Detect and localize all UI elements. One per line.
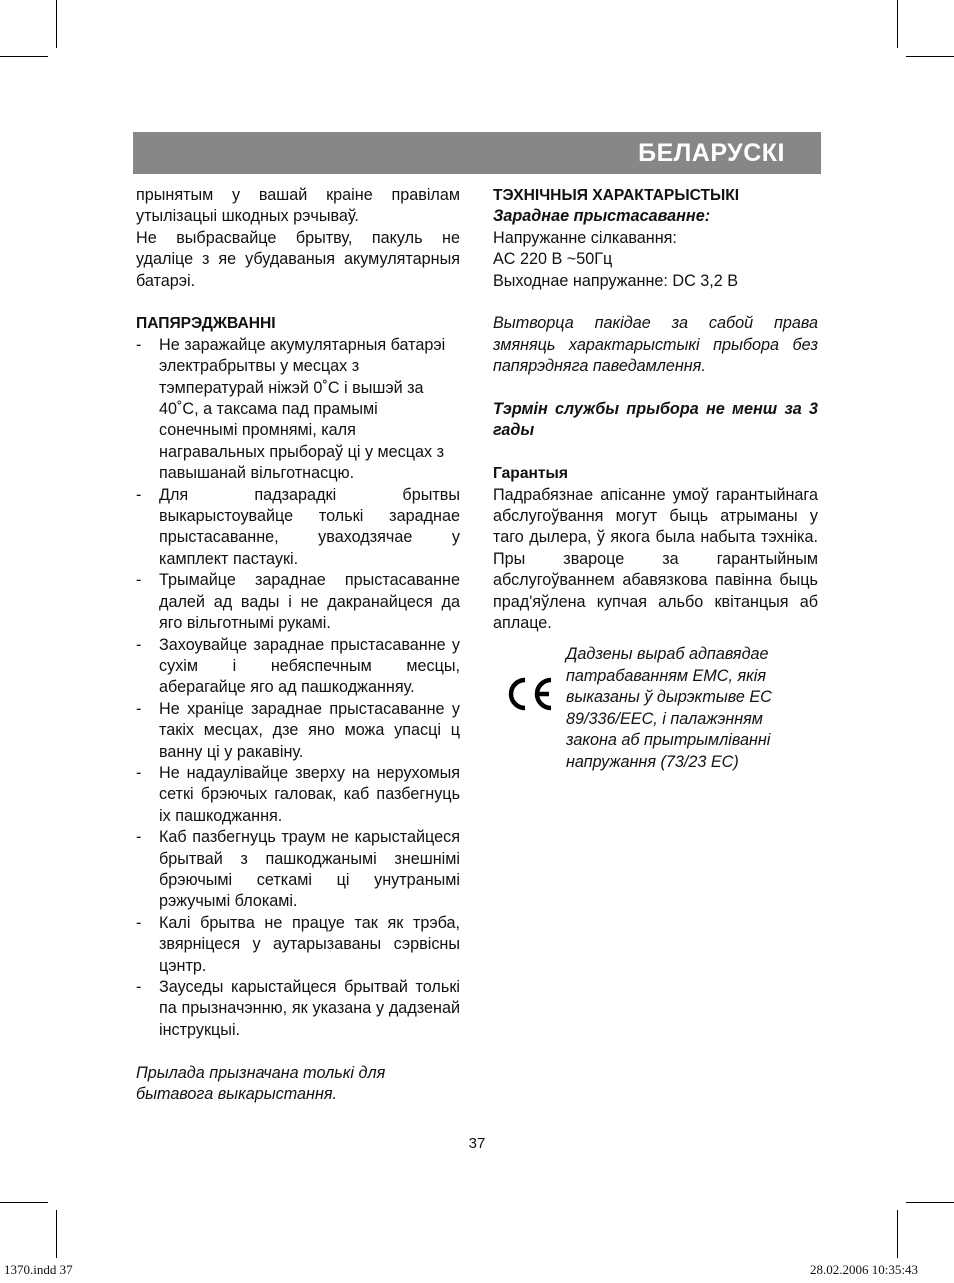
crop-mark	[56, 0, 57, 48]
charger-label: Зараднае прыстасаванне:	[493, 207, 711, 226]
ce-compliance-text: Дадзены выраб адпавядае патрабаванням ЕМС, якія выказаны ў дырэктыве ЕС 89/336/ЕЕС, і палажэнням закона аб прытрымліванні напружання (73/23 ЕС)	[566, 645, 772, 771]
warning-item: - Трымайце зараднае прыстасаванне далей ад вады і не дакранайцеся да яго вільготнымі рукамі.	[136, 570, 460, 634]
right-column	[493, 185, 818, 774]
language-title: БЕЛАРУСКІ	[638, 139, 785, 167]
warning-item: - Захоувайце зараднае прыстасаванне у сухім і небяспечным месцы, аберагайце яго ад пашкоджанняу.	[136, 635, 460, 699]
warnings-list	[136, 335, 460, 1041]
warning-item: - Зауседы карыстайцеся брытвай толькі па прызначэнню, як указана у дадзенай інструкцыі.	[136, 977, 460, 1041]
manufacturer-note: Вытворца пакідае за сабой права змяняць характарыстыкі прыбора без папярэдняга паведамлення.	[493, 314, 818, 376]
ce-mark-icon	[503, 674, 557, 714]
slug-file: 1370.indd 37	[4, 1262, 73, 1277]
supply-voltage-value: AC 220 В ~50Гц	[493, 250, 613, 269]
intro-paragraph: Не выбрасвайце брытву, пакуль не удаліце з яе убудаваныя акумулятарныя батарэі.	[136, 228, 460, 290]
language-header-bar	[133, 132, 821, 174]
crop-mark	[56, 1210, 57, 1258]
warnings-heading: ПАПЯРЭДЖВАННІ	[136, 315, 276, 333]
slug-date: 28.02.2006 10:35:43	[810, 1262, 918, 1277]
crop-mark	[0, 56, 48, 57]
supply-voltage-label: Напружанне сілкавання:	[493, 228, 677, 247]
crop-mark	[906, 56, 954, 57]
household-use-note: Прылада прызначана толькі для бытавога выкарыстання.	[136, 1063, 386, 1104]
output-voltage: Выходнае напружанне: DC 3,2 В	[493, 271, 739, 290]
crop-mark	[0, 1202, 48, 1203]
left-column	[136, 185, 460, 1105]
warning-item: - Для падзарадкі брытвы выкарыстоувайце толькі зараднае прыстасаванне, уваходзячае у камплект пастаукі.	[136, 485, 460, 571]
warning-item: - Каб пазбегнуць траум не карыстайцеся брытвай з пашкоджанымі знешнімі брэючымі сеткамі ці унутранымі рэжучымі блокамі.	[136, 827, 460, 913]
warranty-text: Падрабязнае апісанне умоў гарантыйнага абслугоўвання могут быць атрыманы у таго дылера, ў якога была набыта тэхніка. Пры звароце за гарантыйным абслугоўваннем абавязкова павінна быць прад'яўлена купчая альбо квітанцыя аб аплаце.	[493, 485, 818, 633]
intro-paragraph: прынятым у вашай краіне правілам утылізацыі шкодных рэчываў.	[136, 186, 460, 226]
crop-mark	[897, 1210, 898, 1258]
warranty-heading: Гарантыя	[493, 465, 568, 483]
warning-item: - Не заражайце акумулятарныя батарэі электрабрытвы у месцах з тэмпературай ніжэй 0˚С і вышэй за 40˚С, а таксама пад прамымі сонечнымі промнямі, каля награвальных прыбораў ці у месцах з павышанай вільготнасцю.	[136, 335, 460, 485]
crop-mark	[897, 0, 898, 48]
page-number: 37	[468, 1135, 486, 1152]
service-life: Тэрмін службы прыбора не менш за 3 гады	[493, 400, 818, 440]
warning-item: - Не храніце зараднае прыстасаванне у такіх месцах, дзе яно можа упасці ц ванну ці у ракавіну.	[136, 699, 460, 763]
warning-item: - Калі брытва не працуе так як трэба, звярніцеся у аутарызаваны сэрвісны цэнтр.	[136, 913, 460, 977]
specs-heading: ТЭХНІЧНЫЯ ХАРАКТАРЫСТЫКІ	[493, 187, 740, 204]
ce-compliance-block	[493, 644, 818, 774]
crop-mark	[906, 1202, 954, 1203]
warning-item: - Не надаулівайце зверху на нерухомыя сеткі брэючых галовак, каб пазбегнуць іх пашкоджання.	[136, 763, 460, 827]
